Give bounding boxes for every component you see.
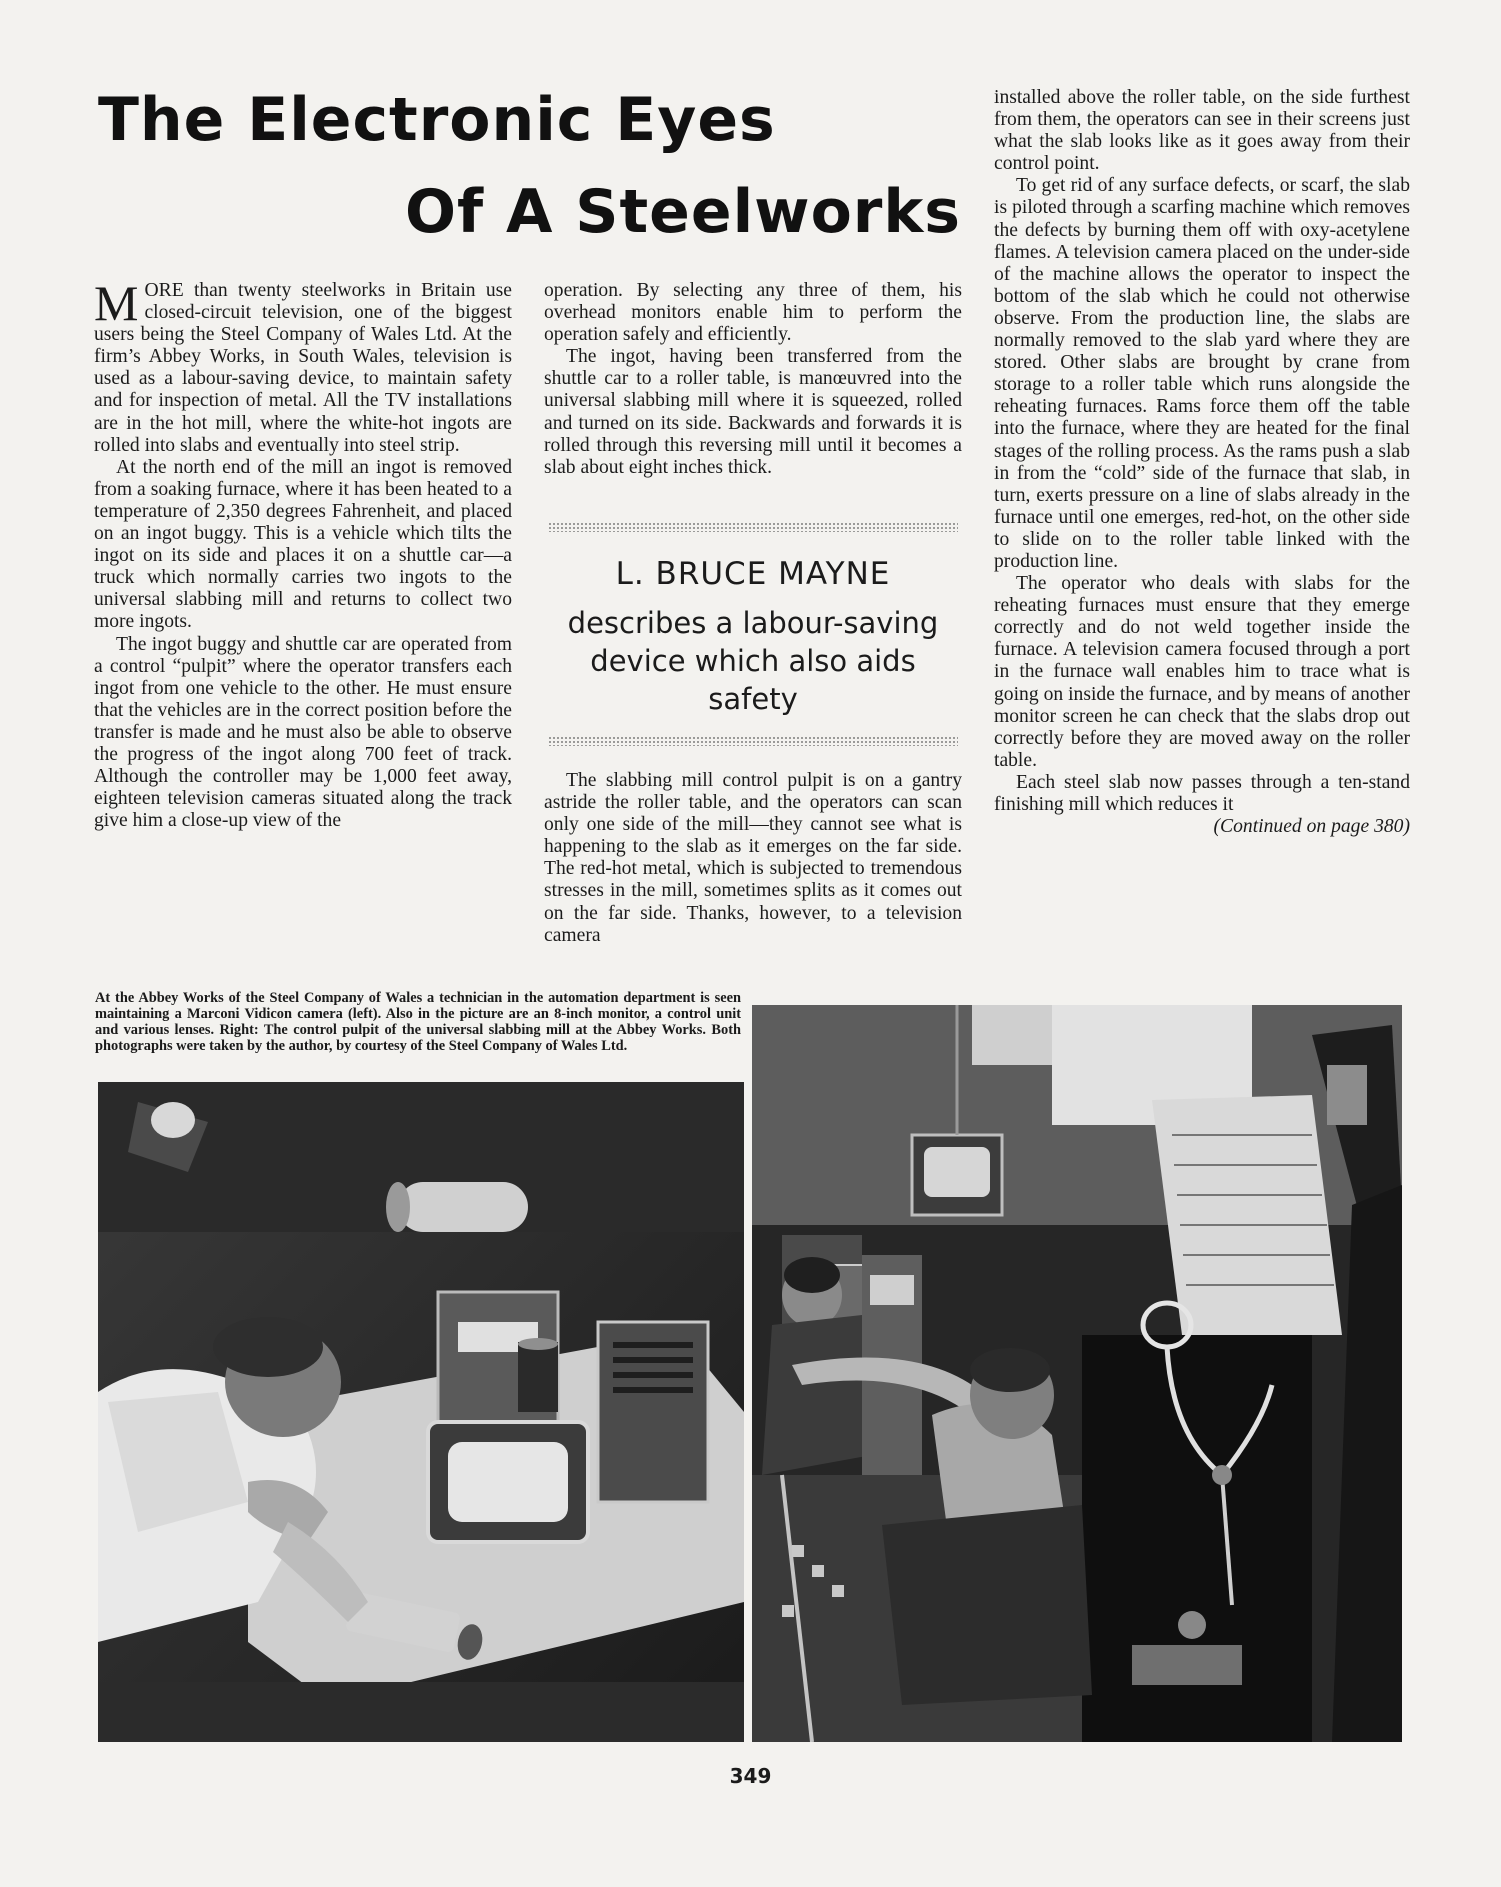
drop-cap: M (94, 275, 139, 331)
article-column-1 (94, 275, 512, 832)
article-column-2-lower (544, 770, 962, 947)
continued-note: (Continued on page 380) (1213, 816, 1410, 838)
photo-caption: At the Abbey Works of the Steel Company of Wales a technician in the automation department is seen maintaining a Marconi Vidicon camera (left). Also in the picture are an 8-inch monitor, a control unit and various lenses. Right: The control pulpit of the universal slabbing mill at the Abbey Works. Both photographs were taken by the author, by courtesy of the Steel Company of Wales Ltd. (95, 990, 741, 1054)
article-paragraph: The ingot buggy and shuttle car are operated from a control “pulpit” where the operator transfers each ingot from one vehicle to the other. He must ensure that the vehicles are in the correct position before the transfer is made and he must also be able to observe the progress of the ingot along 700 feet of track. Although the controller may be 1,000 feet away, eighteen television cameras situated along the track give him a close-up view of the (94, 633, 512, 832)
photo-control-pulpit (752, 1005, 1402, 1742)
article-paragraph: operation. By selecting any three of them, his overhead monitors enable him to perform the operation safely and efficiently. (544, 280, 962, 346)
title-line-1: The Electronic Eyes (98, 85, 776, 155)
article-paragraph: MORE than twenty steelworks in Britain use closed-circuit television, one of the biggest users being the Steel Company of Wales Ltd. At the firm’s Abbey Works, in South Wales, television is used as a labour-saving device, to maintain safety and for inspection of metal. All the TV installations are in the hot mill, where the white-hot ingots are rolled into slabs and eventually into steel strip. (94, 275, 512, 456)
standfirst: describes a labour-saving device which also aids safety (567, 606, 939, 716)
article-column-2 (544, 280, 962, 479)
article-paragraph: installed above the roller table, on the side furthest from them, the operators can see in their screens just what the slab looks like as it goes away from their control point. (994, 87, 1410, 175)
article-paragraph: The operator who deals with slabs for the reheating furnaces must ensure that they emerge correctly and do not weld together inside the furnace. A television camera focused through a port in the furnace wall enables him to trace what is going on inside the furnace, and by means of another monitor screen he can check that the slabs drop out correctly before they are moved away on the roller table. (994, 573, 1410, 771)
article-paragraph: Each steel slab now passes through a ten-stand finishing mill which reduces it (994, 771, 1410, 815)
article-paragraph: The ingot, having been transferred from the shuttle car to a roller table, is manœuvred into the universal slabbing mill where it is squeezed, rolled and turned on its side. Backwards and forwards it is rolled through this reversing mill until it becomes a slab about eight inches thick. (544, 346, 962, 478)
dotted-rule-bottom (548, 736, 958, 746)
article-paragraph: At the north end of the mill an ingot is removed from a soaking furnace, where it has been heated to a temperature of 2,350 degrees Fahrenheit, and placed on an ingot buggy. This is a vehicle which tilts the ingot on its side and places it on a shuttle car—a truck which normally carries two ingots to the universal slabbing mill and returns to collect two more ingots. (94, 456, 512, 633)
article-column-3 (994, 87, 1410, 838)
article-paragraph: The slabbing mill control pulpit is on a gantry astride the roller table, and the operators can scan only one side of the mill—they cannot see what is happening to the slab as it emerges on the far side. The red-hot metal, which is subjected to tremendous stresses in the mill, sometimes splits as it comes out on the far side. Thanks, however, to a television camera (544, 770, 962, 946)
photo-technician-camera (98, 1082, 744, 1742)
dotted-rule-top (548, 522, 958, 532)
page-number: 349 (729, 1764, 772, 1788)
title-line-2: Of A Steelworks (404, 177, 961, 247)
article-paragraph: To get rid of any surface defects, or scarf, the slab is piloted through a scarfing machine which removes the defects by burning them off with oxy-acetylene flames. A television camera placed on the under-side of the machine allows the operator to inspect the bottom of the slab which he could not otherwise observe. From the production line, the slabs are normally removed to the slab yard where they are stored. Other slabs are brought by crane from storage to a roller table which runs alongside the reheating furnaces. Rams force them off the table into the furnace, where they are heated for the final stages of the rolling process. As the rams push a slab in from the “cold” side of the furnace that slab, in turn, exerts pressure on a line of slabs already in the furnace until one emerges, red-hot, on the other side to slide on to the roller table linked with the production line. (994, 175, 1410, 572)
author-name: L. BRUCE MAYNE (615, 556, 891, 592)
